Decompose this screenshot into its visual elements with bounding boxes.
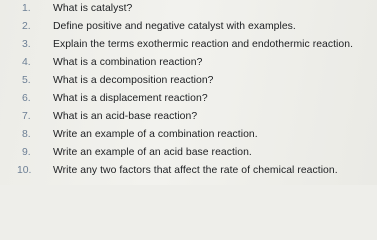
question-number: 2. [22,21,31,32]
question-text: Define positive and negative catalyst with examples. [53,21,296,32]
question-text: Explain the terms exothermic reaction and endothermic reaction. [53,39,354,50]
question-text: Write an example of a combination reaction. [53,129,258,140]
question-number: 9. [22,147,31,158]
question-number: 10. [17,165,32,176]
question-number: 7. [22,111,31,122]
question-text: What is an acid-base reaction? [53,111,198,122]
question-text: What is a combination reaction? [53,57,203,68]
question-text: What is a decomposition reaction? [53,75,214,86]
question-text: What is catalyst? [53,3,133,14]
question-number: 5. [22,75,31,86]
question-number: 8. [22,129,31,140]
question-number: 6. [22,93,31,104]
question-text: Write any two factors that affect the rate of chemical reaction. [53,165,338,176]
question-number: 1. [22,3,31,14]
question-number: 4. [22,57,31,68]
question-text: What is a displacement reaction? [53,93,208,104]
question-text: Write an example of an acid base reaction. [53,147,252,158]
question-number: 3. [22,39,31,50]
